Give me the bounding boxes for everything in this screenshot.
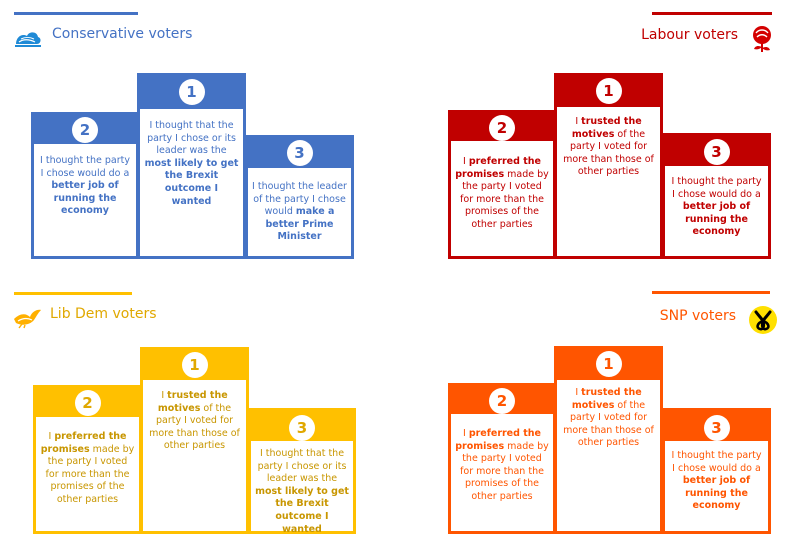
reason-text: I thought that the party I chose or its leader was the most likely to get the Brexit outcome I wanted <box>144 120 239 207</box>
snp-logo-icon <box>747 304 779 340</box>
reason-text: I thought the leader of the party I chose would make a better Prime Minister <box>252 181 347 243</box>
panel-rule <box>14 12 138 15</box>
podium-third-step <box>245 135 354 259</box>
reason-text: I preferred the promises made by the party I voted for more than the promises of the other parties <box>455 156 549 230</box>
podium-first-step <box>140 347 249 534</box>
panel-labour <box>398 0 796 274</box>
rank-badge: 3 <box>704 139 730 165</box>
panel-rule <box>652 291 770 294</box>
podium-first-step <box>554 73 663 259</box>
reason-text: I thought the party I chose would do a better job of running the economy <box>671 450 762 512</box>
reason-text: I thought the party I chose would do a better job of running the economy <box>671 176 762 238</box>
rank-badge: 3 <box>289 415 315 441</box>
panel-title: SNP voters <box>659 308 736 324</box>
podium-third-step <box>662 408 771 534</box>
panel-title: Labour voters <box>641 27 738 43</box>
panel-snp <box>398 274 796 549</box>
panel-rule <box>14 292 132 295</box>
podium-second-step <box>448 383 556 534</box>
rank-badge: 1 <box>596 78 622 104</box>
reason-text: I trusted the motives of the party I voted for more than those of other parties <box>563 116 654 178</box>
reason-text: I trusted the motives of the party I voted for more than those of other parties <box>563 387 654 449</box>
rank-badge: 2 <box>72 117 98 143</box>
podium-second-step <box>448 110 556 259</box>
conservative-tree-logo-icon <box>13 29 43 53</box>
rank-badge: 3 <box>287 140 313 166</box>
podium-third-step <box>248 408 356 534</box>
reason-text: I thought the party I chose would do a better job of running the economy <box>40 155 130 217</box>
rank-badge: 1 <box>179 79 205 105</box>
rank-badge: 1 <box>182 352 208 378</box>
podium-second-step <box>31 112 139 259</box>
panel-title: Lib Dem voters <box>50 306 157 322</box>
rank-badge: 2 <box>489 388 515 414</box>
podium-first-step <box>554 346 663 534</box>
panel-rule <box>652 12 772 15</box>
libdem-bird-logo-icon <box>12 307 42 333</box>
panel-libdem <box>0 274 398 549</box>
podium-first-step <box>137 73 246 259</box>
labour-rose-logo-icon <box>746 22 778 58</box>
rank-badge: 3 <box>704 415 730 441</box>
panel-title: Conservative voters <box>52 26 193 42</box>
reason-text: I preferred the promises made by the party I voted for more than the promises of the other parties <box>455 428 549 502</box>
reason-text: I thought that the party I chose or its leader was the most likely to get the Brexit outcome I wanted <box>255 448 349 535</box>
podium-third-step <box>662 133 771 259</box>
rank-badge: 1 <box>596 351 622 377</box>
reason-text: I preferred the promises made by the party I voted for more than the promises of the other parties <box>40 431 135 505</box>
podium-second-step <box>33 385 142 534</box>
reason-text: I trusted the motives of the party I voted for more than those of other parties <box>149 390 240 452</box>
panel-conservative <box>0 0 398 274</box>
rank-badge: 2 <box>489 115 515 141</box>
rank-badge: 2 <box>75 390 101 416</box>
